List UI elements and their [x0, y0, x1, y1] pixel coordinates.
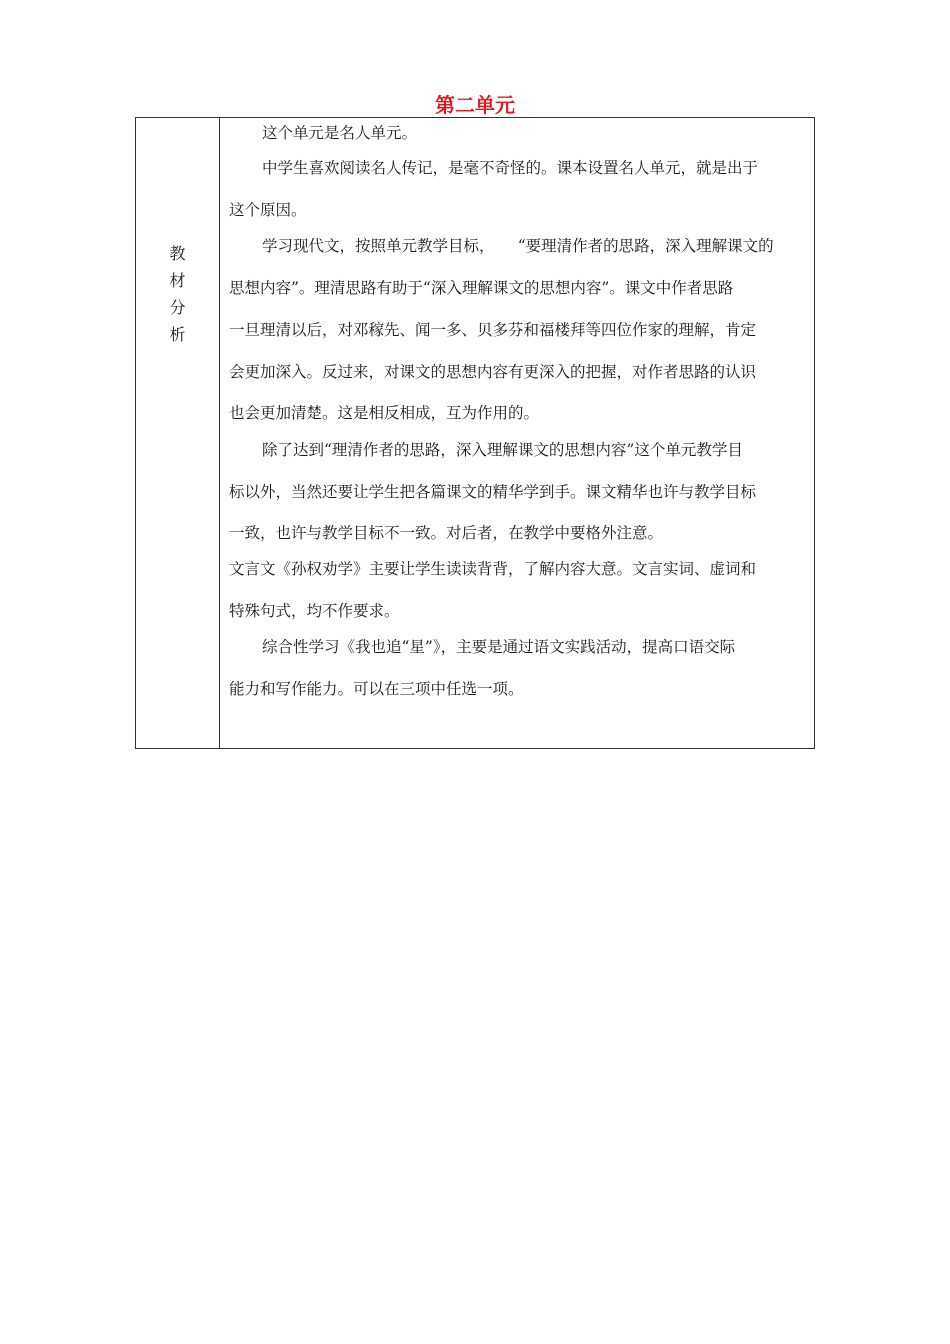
text-line: 一致，也许与教学目标不一致。对后者，在教学中要格外注意。	[229, 524, 664, 542]
text-line: 特殊句式，均不作要求。	[229, 602, 400, 620]
label-char: 教	[169, 244, 186, 263]
row-label	[136, 240, 219, 348]
label-cell	[136, 118, 220, 748]
page-title: 第二单元	[435, 93, 515, 117]
text-line: 思想内容”。理清思路有助于“深入理解课文的思想内容”。课文中作者思路	[229, 279, 734, 297]
text-line: 这个原因。	[229, 201, 307, 219]
text-line: 标以外，当然还要让学生把各篇课文的精华学到手。课文精华也许与教学目标	[229, 483, 757, 501]
text-line: 也会更加清楚。这是相反相成，互为作用的。	[229, 404, 540, 422]
text-line: 这个单元是名人单元。	[262, 124, 418, 142]
text-line: 会更加深入。反过来，对课文的思想内容有更深入的把握，对作者思路的认识	[229, 363, 757, 381]
text-line: 综合性学习《我也追“星”》，主要是通过语文实践活动，提高口语交际	[262, 638, 736, 656]
content-table	[135, 117, 815, 749]
label-char: 材	[169, 271, 186, 290]
label-char: 分	[169, 298, 186, 317]
content-cell	[220, 118, 814, 748]
text-line: 学习现代文，按照单元教学目标， “要理清作者的思路，深入理解课文的	[262, 237, 774, 255]
text-line: 中学生喜欢阅读名人传记，是毫不奇怪的。课本设置名人单元，就是出于	[262, 159, 759, 177]
text-line: 文言文《孙权劝学》主要让学生读读背背，了解内容大意。文言实词、虚词和	[229, 560, 757, 578]
text-line: 一旦理清以后，对邓稼先、闻一多、贝多芬和福楼拜等四位作家的理解，肯定	[229, 321, 757, 339]
text-line: 能力和写作能力。可以在三项中任选一项。	[229, 680, 524, 698]
label-char: 析	[169, 325, 186, 344]
text-line: 除了达到“理清作者的思路，深入理解课文的思想内容”这个单元教学目	[262, 441, 743, 459]
